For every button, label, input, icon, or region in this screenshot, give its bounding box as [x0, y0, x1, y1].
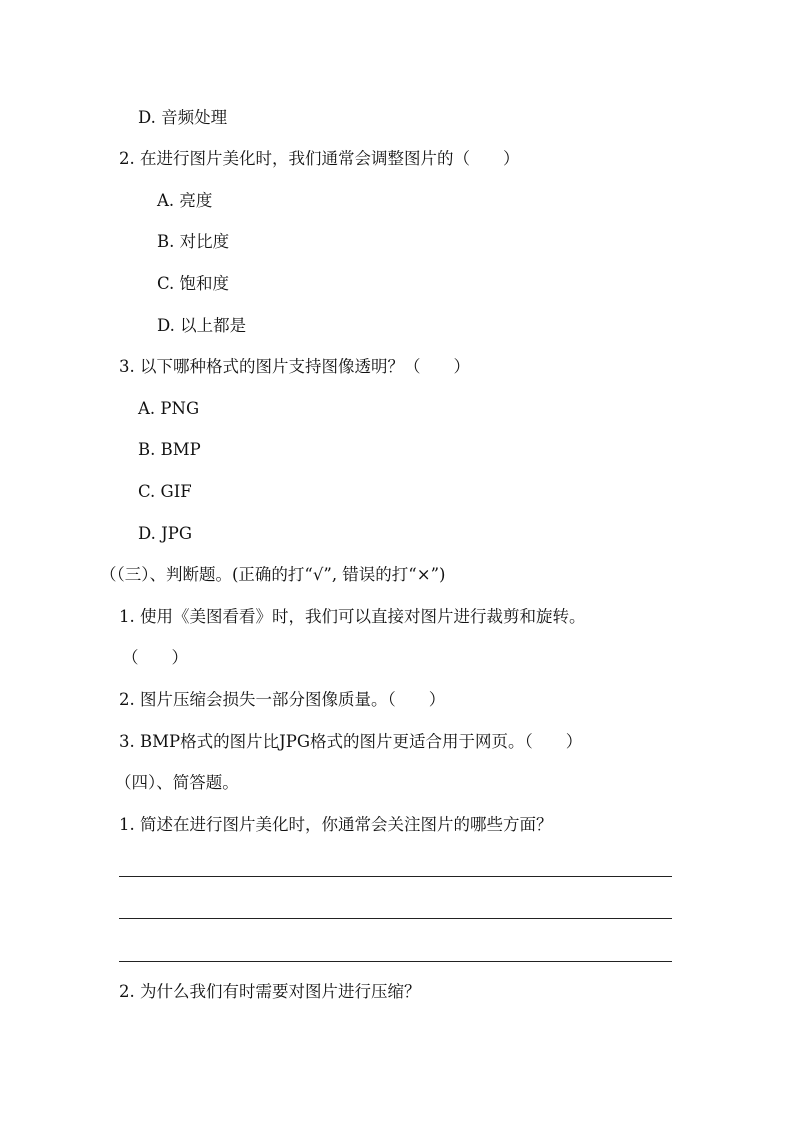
- question-2-option-a: A. 亮度: [157, 191, 213, 210]
- short-answer-2: 2. 为什么我们有时需要对图片进行压缩？: [119, 982, 421, 1001]
- question-2-option-c: C. 饱和度: [157, 274, 230, 293]
- answer-line-3: [119, 961, 672, 962]
- judgement-1-bracket: （ ）: [122, 648, 188, 667]
- judgement-3: 3. BMP格式的图片比JPG格式的图片更适合用于网页。（ ）: [119, 732, 583, 751]
- question-3-stem: 3. 以下哪种格式的图片支持图像透明？（ ）: [119, 357, 470, 376]
- section-3-heading: （（三）、判断题。(正确的打“√”, 错误的打“×”): [100, 565, 446, 584]
- judgement-1: 1. 使用《美图看看》时，我们可以直接对图片进行裁剪和旋转。: [119, 607, 586, 626]
- question-3-option-a: A. PNG: [138, 399, 200, 418]
- section-4-heading: （四）、简答题。: [115, 773, 239, 792]
- question-1-option-d: D. 音频处理: [138, 108, 228, 127]
- answer-line-2: [119, 918, 672, 919]
- answer-line-1: [119, 876, 672, 877]
- question-2-stem: 2. 在进行图片美化时，我们通常会调整图片的（ ）: [119, 149, 520, 168]
- question-2-option-d: D. 以上都是: [157, 316, 247, 335]
- question-3-option-c: C. GIF: [138, 482, 192, 501]
- question-3-option-b: B. BMP: [138, 440, 201, 459]
- question-3-option-d: D. JPG: [138, 524, 193, 543]
- question-2-option-b: B. 对比度: [157, 232, 230, 251]
- short-answer-1: 1. 简述在进行图片美化时，你通常会关注图片的哪些方面？: [119, 815, 553, 834]
- judgement-2: 2. 图片压缩会损失一部分图像质量。（ ）: [119, 690, 446, 709]
